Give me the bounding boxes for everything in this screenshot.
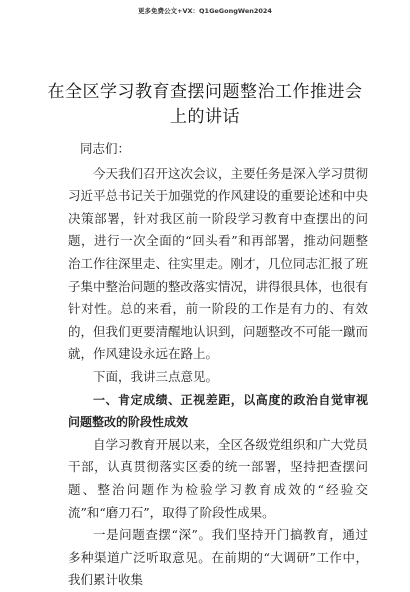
document-body [68,138,368,592]
header-note: 更多免费公文+VX：Q1GeGongWen2024 [138,7,272,15]
paragraph-opening: 今天我们召开这次会议，主要任务是深入学习贯彻习近平总书记关于加强党的作风建设的重要论述和中央决策部署，针对我区前一阶段学习教育中查摆出的问题，进行一次全面的“回头看”和再部署，推动问题整治工作往深里走、往实里走。刚才，几位同志汇报了班子集中整治问题的整改落实情况，讲得很具体，也很有针对性。总的来看，前一阶段的工作是有力的、有效的，但我们更要清醒地认识到，问题整改不可能一蹴而就，作风建设永远在路上。 [68,165,369,362]
paragraph-outline: 下面，我讲三点意见。 [93,368,219,384]
section-heading: 一、肯定成绩、正视差距，以高度的政治自觉审视问题整改的阶段性成效 [68,392,368,430]
document-title: 在全区学习教育查摆问题整治工作推进会上的讲话 [47,82,363,127]
paragraph-achievements: 自学习教育开展以来，全区各级党组织和广大党员干部，认真贯彻落实区委的统一部署，坚持把查摆问题、整治问题作为检验学习教育成效的“经验交流”和“磨刀石”，取得了阶段性成果。 [68,436,369,520]
salutation: 同志们： [80,141,131,156]
paragraph-problem-finding: 一是问题查摆“深”。我们坚持开门搞教育，通过多种渠道广泛听取意见。在前期的“大调研”工作中，我们累计收集 [68,527,368,588]
